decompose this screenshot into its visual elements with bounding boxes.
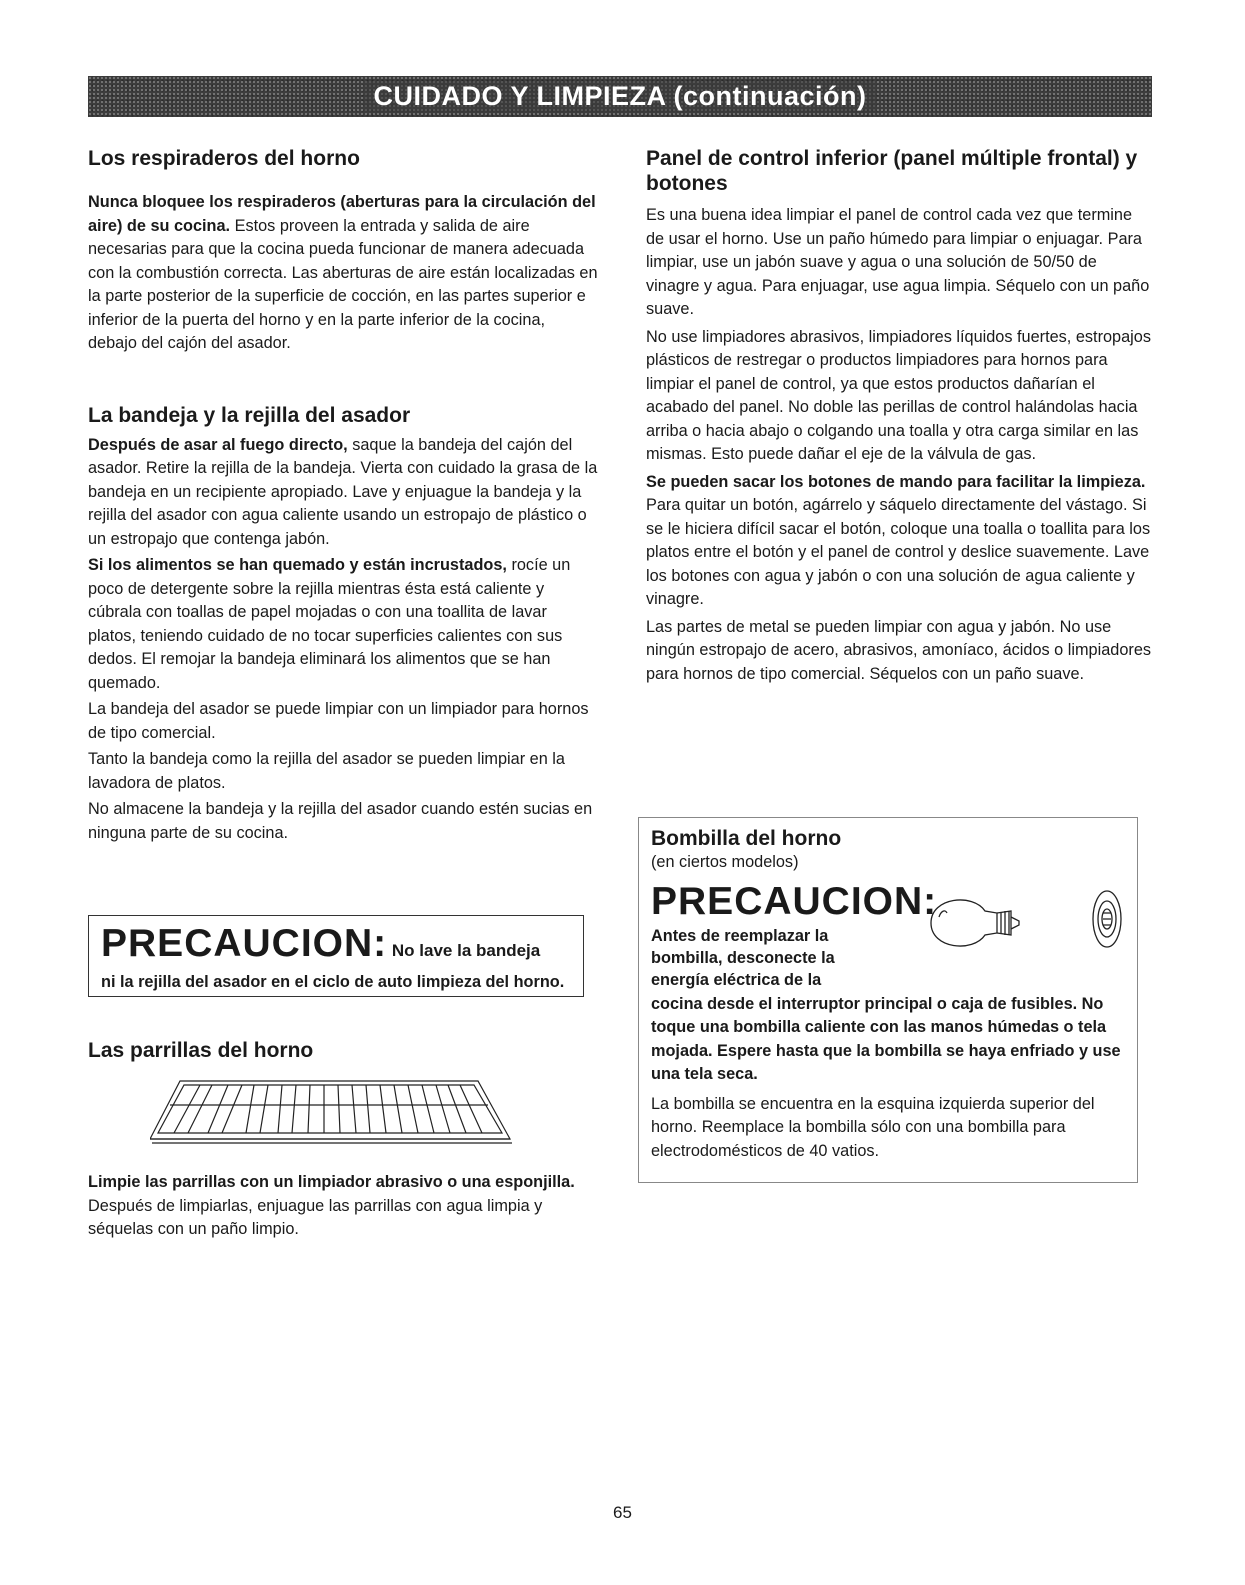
bulb-heading: Bombilla del horno (651, 827, 842, 850)
panel-paragraph-2: No use limpiadores abrasivos, limpiadores líquidos fuertes, estropajos plásticos de restregar o productos limpiadores para hornos para limpiar el panel de control, ya que estos productos dañarían el acabado del panel. No doble las perillas de control halándolas hacia arriba o hacia abajo o colgando una toalla y otra carga similar en las mismas. Esto puede dañar el eje de la válvula de gas. (646, 327, 1151, 463)
broiler-paragraph-1 (88, 434, 598, 552)
vents-heading: Los respiraderos del horno (88, 147, 360, 170)
caution-tail: ni la rejilla del asador en el ciclo de auto limpieza del horno. (101, 973, 565, 991)
broiler-paragraph-5: No almacene la bandeja y la rejilla del asador cuando estén sucias en ninguna parte de su cocina. (88, 800, 593, 842)
caution-inline: No lave la bandeja (387, 941, 541, 960)
right-column (646, 146, 1154, 686)
bulb-warn-line-3: energía eléctrica de la (651, 970, 822, 989)
bulb-caution-title: PRECAUCION: (651, 879, 938, 923)
oven-rack-illustration (150, 1075, 520, 1147)
broiler-p2-bold: Si los alimentos se han quemado y están incrustados, (88, 556, 507, 574)
racks-heading: Las parrillas del horno (88, 1039, 314, 1062)
caution-title: PRECAUCION: (101, 922, 388, 965)
broiler-paragraph-2 (88, 554, 598, 695)
vents-paragraph (88, 191, 598, 356)
broiler-paragraph-4: Tanto la bandeja como la rejilla del asador se pueden limpiar en la lavadora de platos. (88, 750, 565, 792)
racks-section (88, 1038, 598, 1242)
vents-bold: Nunca bloquee los respiraderos (aberturas para la circulación del aire) de su cocina. (88, 193, 596, 235)
bulb-warn-line-2: bombilla, desconecte la (651, 948, 835, 967)
broiler-p2-text: rocíe un poco de detergente sobre la rejilla mientras ésta está caliente y cúbrala con toallas de papel mojadas o con una toallita de lavar platos, teniendo cuidado de no tocar superficies calientes con sus dedos. El remojar la bandeja eliminará los alimentos que se han quemado. (88, 556, 571, 692)
broiler-caution-box (88, 915, 584, 997)
left-column (88, 146, 598, 845)
panel-paragraph-1: Es una buena idea limpiar el panel de control cada vez que termine de usar el horno. Use un paño húmedo para limpiar o enjuagar. Para limpiar, use un jabón suave y agua o una solución de 50/50 de vinagre y agua. Para enjuagar, use agua limpia. Séquelo con un paño suave. (646, 206, 1150, 318)
broiler-p1-bold: Después de asar al fuego directo, (88, 435, 348, 454)
bulb-warn-line-1: Antes de reemplazar la (651, 926, 829, 945)
racks-paragraph (88, 1171, 598, 1242)
racks-bold: Limpie las parrillas con un limpiador abrasivo o una esponjilla. (88, 1173, 575, 1191)
panel-paragraph-3 (646, 471, 1154, 612)
broiler-heading: La bandeja y la rejilla del asador (88, 403, 411, 427)
vents-text: Estos proveen la entrada y salida de aire necesarias para que la cocina pueda funcionar de manera adecuada con la combustión correcta. Las aberturas de aire están localizadas en la parte posterior de la superficie de cocción, en las partes superior e inferior de la puerta del horno y en la parte inferior de la cocina, debajo del cajón del asador. (88, 216, 598, 352)
bulb-paragraph: La bombilla se encuentra en la esquina izquierda superior del horno. Reemplace la bombilla sólo con una bombilla para electrodomésticos de 40 vatios. (651, 1094, 1095, 1160)
panel-paragraph-4: Las partes de metal se pueden limpiar con agua y jabón. No use ningún estropajo de acero, abrasivos, amoníaco, ácidos o limpiadores para hornos de tipo comercial. Séquelos con un paño suave. (646, 617, 1152, 683)
bulb-warning-lines (651, 925, 1125, 991)
racks-text: Después de limpiarlas, enjuague las parrillas con agua limpia y séquelas con un paño limpio. (88, 1196, 543, 1238)
broiler-paragraph-3: La bandeja del asador se puede limpiar con un limpiador para hornos de tipo comercial. (88, 700, 589, 742)
panel-p3-bold: Se pueden sacar los botones de mando para facilitar la limpieza. (646, 472, 1146, 491)
bulb-base-illustration (1087, 879, 1127, 959)
bulb-section-box (638, 817, 1138, 1183)
bulb-caution-header (651, 879, 1125, 993)
light-bulb-illustration (923, 883, 1033, 963)
broiler-p1-text: saque la bandeja del cajón del asador. Retire la rejilla de la bandeja. Vierta con cuidado la grasa de la bandeja en un recipiente apropiado. Lave y enjuague la bandeja y la rejilla del asador con agua caliente usando un estropajo de plástico o un estropajo que contenga jabón. (88, 435, 598, 548)
bulb-warning-rest: cocina desde el interruptor principal o caja de fusibles. No toque una bombilla caliente con las manos húmedas o tela mojada. Espere hasta que la bombilla se haya enfriado y use una tela seca. (651, 994, 1121, 1083)
caution-line (101, 924, 583, 971)
panel-p3-text: Para quitar un botón, agárrelo y sáquelo directamente del vástago. Si se le hiciera difícil sacar el botón, coloque una toalla o toallita para los platos entre el botón y el panel de control y deslice suavemente. Lave los botones con agua y jabón o con una solución de agua caliente y vinagre. (646, 496, 1151, 608)
banner-title: CUIDADO Y LIMPIEZA (continuación) (365, 81, 874, 112)
panel-heading: Panel de control inferior (panel múltiple frontal) y botones (646, 147, 1138, 195)
page-number: 65 (613, 1503, 632, 1522)
bulb-subheading: (en ciertos modelos) (651, 853, 799, 871)
section-banner (88, 76, 1152, 117)
